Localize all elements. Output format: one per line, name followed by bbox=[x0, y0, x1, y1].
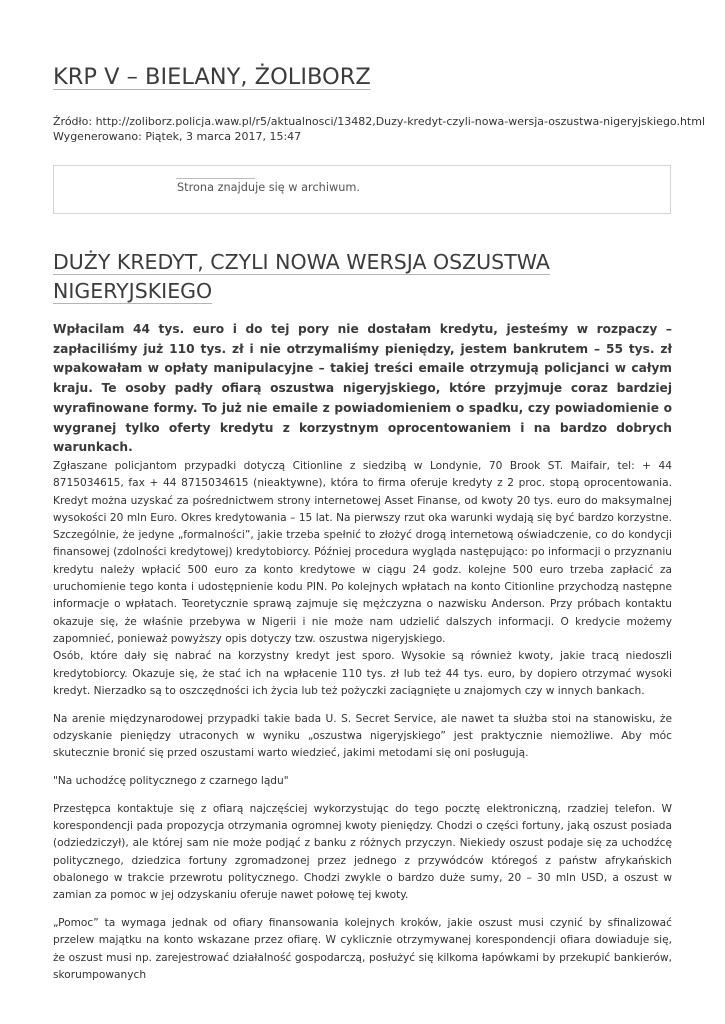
document-meta bbox=[53, 114, 705, 144]
article-paragraph: „Pomoc” ta wymaga jednak od ofiary finansowania kolejnych kroków, jakie oszust musi czynić by sfinalizować przelew majątku na konto wskazane przez ofiarę. W cyklicznie otrzymywanej korespondencji ofiara dowiaduje się, że oszust musi np. zarejestrować działalność gospodarczą, posłużyć się kilkoma łapówkami by przekupić bankierów, skorumpowanych bbox=[53, 917, 672, 982]
source-line: Źródło: http://zoliborz.policja.waw.pl/r5/aktualnosci/13482,Duzy-kredyt-czyli-nowa-wersja-oszustwa-nigeryjskiego.html bbox=[53, 115, 706, 128]
archive-notice: Strona znajduje się w archiwum. bbox=[177, 181, 360, 194]
archive-notice-box bbox=[53, 165, 671, 214]
article-lead: Wpłacilam 44 tys. euro i do tej pory nie dostałam kredytu, jesteśmy w rozpaczy – zapłaciliśmy już 110 tys. zł i nie otrzymaliśmy pieniędzy, jestem bankrutem – 55 tys. zł wpakowałam w opłaty manipulacyjne – takiej treści emaile otrzymują policjanci w całym kraju. Te osoby padły ofiarą oszustwa nigeryjskiego, które przyjmuje coraz bardziej wyrafinowane formy. To już nie emaile z powiadomieniem o spadku, czy powiadomienie o wygranej tylko oferty kredytu z korzystnym oprocentowaniem i na bardzo dobrych warunkach. bbox=[53, 322, 672, 455]
article-title: DUŻY KREDYT, CZYLI NOWA WERSJA OSZUSTWA NIGERYJSKIEGO bbox=[53, 250, 550, 303]
archive-divider bbox=[176, 178, 255, 179]
article-paragraph: Przestępca kontaktuje się z ofiarą najczęściej wykorzystując do tego pocztę elektroniczną, rzadziej telefon. W korespondencji pada propozycja otrzymania ogromnej kwoty pieniędzy. Chodzi o części fortuny, jaką oszust posiada (odziedziczył), ale której sam nie może podjąć z banku z różnych przyczyn. Niekiedy oszust podaje się za uchodźcę politycznego, dziedzica fortuny zgromadzonej przez jednego z przywódców któregoś z państw afrykańskich obalonego w trakcie przewrotu politycznego. Chodzi zwykle o bardzo duże sumy, 20 – 30 mln USD, a oszust w zamian za pomoc w jej odzyskaniu oferuje nawet połowę tej kwoty. bbox=[53, 802, 672, 902]
generated-line: Wygenerowano: Piątek, 3 marca 2017, 15:47 bbox=[53, 130, 302, 143]
article-paragraph: Na arenie międzynarodowej przypadki takie bada U. S. Secret Service, ale nawet ta służba stoi na stanowisku, że odzyskanie pieniędzy utraconych w wyniku „oszustwa nigeryjskiego” jest praktycznie niemożliwe. Aby móc skutecznie bronić się przed oszustami warto wiedzieć, jakimi metodami się oni posługują. bbox=[53, 712, 672, 760]
article-subheading: "Na uchodźcę politycznego z czarnego lądu" bbox=[53, 775, 289, 788]
article-paragraph: Zgłaszane policjantom przypadki dotyczą Citionline z siedzibą w Londynie, 70 Brook ST. Maifair, tel: + 44 8715034615, fax + 44 8715034615 (nieaktywne), która to firma oferuje kredyty z 2 proc. stopą oprocentowania. Kredyt można uzyskać za pośrednictwem strony internetowej Asset Finanse, od kwoty 20 tys. euro do maksymalnej wysokości 20 mln Euro. Okres kredytowania – 15 lat. Na pierwszy rzut oka warunki wydają się być bardzo korzystne. Szczególnie, że jedyne „formalności”, jakie trzeba spełnić to złożyć drogą internetową oświadczenie, co do kondycji finansowej (zdolności kredytowej) kredytobiorcy. Później procedura wygląda następująco: po informacji o przyznaniu kredytu należy wpłacić 500 euro za konto kredytowe w ciągu 24 godz. kolejne 500 euro trzeba zapłacić za uruchomienie tego konta i udostępnienie kodu PIN. Po kolejnych wpłatach na konto Citionline przychodzą następne informacje o wpłatach. Teoretycznie sprawą zajmuje się mężczyzna o nazwisku Anderson. Przy próbach kontaktu okazuje się, że właśnie przebywa w Nigerii i nie może nam udzielić dalszych informacji. O kredycie możemy zapomnieć, ponieważ powyższy opis dotyczy tzw. oszustwa nigeryjskiego. bbox=[53, 460, 672, 645]
article-paragraph: Osób, które dały się nabrać na korzystny kredyt jest sporo. Wysokie są również kwoty, jakie tracą niedoszli kredytobiorcy. Okazuje się, że stać ich na wpłacenie 110 tys. zł lub też 44 tys. euro, by dopiero otrzymać wysoki kredyt. Nierzadko są to oszczędności ich życia lub też pożyczki zaciągnięte u znajomych czy w innych bankach. bbox=[53, 650, 672, 697]
site-title: KRP V – BIELANY, ŻOLIBORZ bbox=[53, 64, 371, 90]
article-body bbox=[53, 458, 672, 995]
